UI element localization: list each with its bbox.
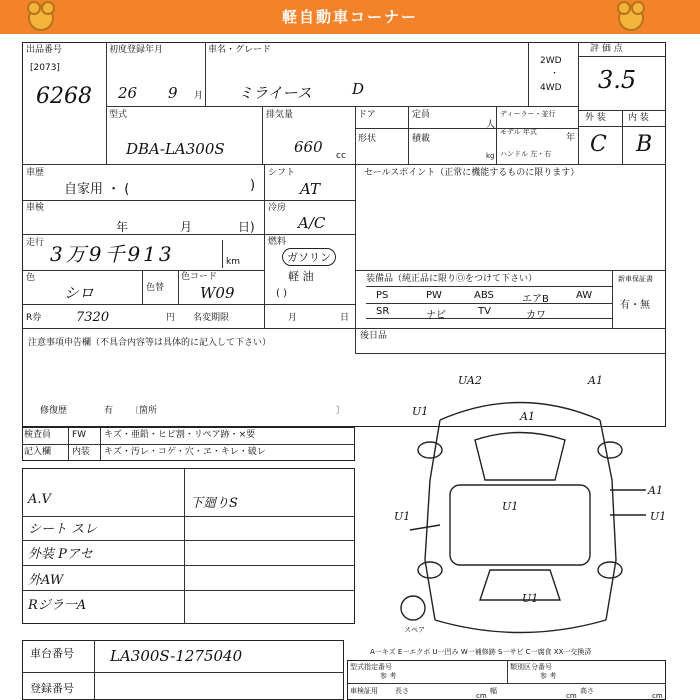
fuel-diesel: 軽 油 — [288, 270, 314, 283]
checker-int-items: キズ・汚レ・コゲ・穴・ヱ・キレ・破レ — [104, 447, 266, 457]
remark-line: 外AW — [28, 573, 64, 588]
divider — [22, 270, 264, 271]
car-outline-right — [600, 420, 616, 620]
divider — [22, 164, 666, 165]
divider — [100, 427, 101, 461]
equipment-label: 装備品（純正品に限りⓄをつけて下さい） — [366, 274, 538, 284]
mileage-unit: km — [226, 257, 240, 267]
spec-label: cm — [566, 692, 577, 700]
spec-label: 類別区分番号 — [510, 663, 552, 671]
remark-line: シート スレ — [28, 522, 98, 537]
load-label: 積載 — [412, 134, 431, 144]
warranty-value: 有・無 — [620, 300, 650, 311]
spec-label: cm — [652, 692, 663, 700]
equip-leather: カワ — [526, 310, 546, 321]
remark-line: A.V — [28, 492, 51, 507]
reg-label: 初度登録年月 — [109, 45, 164, 55]
car-name: ミライース — [238, 84, 312, 102]
reg-number-label: 登録番号 — [30, 682, 74, 695]
bear-logo-left-icon — [28, 5, 54, 31]
repair-label: 修復歴 — [40, 406, 68, 416]
divider — [578, 56, 666, 57]
model-label: 型式 — [109, 110, 128, 120]
spare-tire-icon — [401, 596, 425, 620]
shape-label: 形状 — [358, 134, 377, 144]
equip-tv: TV — [478, 306, 491, 317]
damage-mark: U1 — [412, 405, 429, 418]
ext-grade: C — [590, 132, 607, 157]
reg-month: 9 — [168, 84, 178, 102]
recycle-label: R券 — [26, 313, 42, 323]
int-grade: B — [636, 132, 653, 157]
divider — [507, 660, 508, 683]
recycle-unit: 円 — [166, 313, 176, 323]
divider — [612, 270, 613, 328]
color-change-label: 色替 — [146, 283, 165, 293]
checker-fw-items: キズ・亜鉛・ヒビ割・リペア跡・×要 — [104, 430, 256, 440]
divider — [94, 640, 95, 700]
divider — [355, 270, 666, 271]
repair-bracket: 〕 — [336, 406, 346, 416]
kg-label: kg — [486, 152, 495, 160]
divider — [205, 42, 206, 106]
name-label: 車名・グレード — [208, 45, 272, 55]
divider — [355, 106, 356, 164]
lot-number: 6268 — [36, 84, 92, 109]
remark-line: 外装 Pアセ — [28, 547, 93, 562]
damage-legend: A一キズ E一エクボ U一凹み W一補修跡 S一サビ C一腐食 XX一交換済 — [370, 648, 592, 656]
car-outline-bottom — [435, 620, 606, 633]
equip-pw: PW — [426, 290, 442, 301]
divider — [366, 318, 612, 319]
bear-logo-right-icon — [618, 5, 644, 31]
spec-label: 幅 — [490, 687, 497, 695]
car-damage-diagram — [380, 370, 670, 650]
damage-mark: UA2 — [458, 374, 482, 387]
divider — [528, 42, 529, 106]
fuel-paren: ( ) — [276, 288, 287, 299]
spec-label: 高さ — [580, 687, 594, 695]
damage-mark: A1 — [648, 484, 663, 497]
spec-label: 長さ — [395, 687, 409, 695]
divider — [178, 270, 179, 304]
windshield — [475, 433, 565, 481]
car-grade: D — [352, 80, 365, 98]
pointer-line — [410, 525, 440, 530]
cc-label: 排気量 — [266, 110, 294, 120]
divider — [106, 42, 107, 164]
lot-label: 出品番号 — [26, 45, 63, 55]
checker-int-label: 内装 — [72, 447, 91, 457]
capacity-label: 定員 — [412, 110, 431, 120]
checker-label-1: 検査員 — [24, 430, 52, 440]
spec-label: 型式指定番号 — [350, 663, 392, 671]
color-value: シロ — [64, 284, 95, 302]
reg-month-unit: 月 — [194, 91, 204, 101]
divider — [184, 468, 185, 624]
wheel-rear-right — [598, 562, 622, 578]
divider — [222, 240, 223, 268]
divider — [142, 270, 143, 304]
model-year-label: モデル 年式 — [500, 128, 537, 136]
divider — [408, 106, 409, 164]
model-value: DBA-LA300S — [126, 140, 225, 158]
inspection-label: 車検 — [26, 203, 45, 213]
header-banner — [0, 0, 700, 34]
divider — [68, 427, 69, 461]
divider — [578, 42, 579, 164]
divider — [22, 672, 344, 673]
spare-label: スペア — [404, 626, 425, 634]
deadline-month: 月 — [288, 313, 298, 323]
grade-score: 3.5 — [598, 66, 637, 94]
notes-label: 注意事項申告欄（不具合内容等は具体的に記入して下さい） — [28, 338, 272, 348]
aircon-value: A/C — [298, 214, 326, 232]
ext-label: 外 装 — [585, 113, 606, 123]
inspection-year: 年 — [116, 220, 129, 234]
damage-mark: A1 — [520, 410, 535, 423]
equip-abs: ABS — [474, 290, 494, 301]
cc-value: 660 — [294, 138, 323, 156]
color-code-value: W09 — [200, 284, 235, 302]
shift-label: シフト — [268, 168, 296, 178]
chassis-label: 車台番号 — [30, 647, 74, 660]
divider — [262, 106, 263, 164]
fuel-label: 燃料 — [268, 237, 287, 247]
history-value: 自家用 ・ ( — [64, 182, 130, 197]
car-outline-left — [425, 420, 440, 620]
equip-ps: PS — [376, 290, 389, 301]
spec-label: 参 考 — [540, 672, 557, 680]
divider — [355, 128, 578, 129]
wheel-front-left — [418, 442, 442, 458]
roof-panel — [450, 485, 590, 565]
divider — [106, 106, 578, 107]
equip-aw: AW — [576, 290, 593, 301]
checker-fw-label: FW — [72, 430, 87, 440]
handle-label: ハンドル 左・右 — [500, 150, 552, 158]
banner-title: 軽自動車コーナー — [281, 8, 418, 26]
divider — [355, 164, 356, 354]
chassis-value: LA300S-1275040 — [110, 647, 243, 665]
divider — [578, 126, 666, 127]
divider — [366, 286, 612, 287]
equip-navi: ナビ — [426, 310, 446, 321]
history-label: 車歴 — [26, 168, 45, 178]
divider — [347, 683, 666, 684]
shift-value: AT — [300, 180, 321, 198]
int-label: 内 装 — [628, 113, 649, 123]
repair-place: 〔箇所 — [130, 406, 158, 416]
repair-value: 有 — [104, 406, 114, 416]
divider — [622, 110, 623, 164]
remark-line: Rジラ一A — [28, 598, 87, 613]
equip-sr: SR — [376, 306, 390, 317]
color-label: 色 — [26, 273, 36, 283]
spec-label: 参 考 — [380, 672, 397, 680]
cc-unit: cc — [336, 151, 346, 161]
divider — [22, 200, 355, 201]
dealer-label: ディーラー・並行 — [500, 110, 556, 118]
door-label: ドア — [358, 110, 376, 120]
checker-label-2: 記入欄 — [24, 447, 52, 457]
reg-year: 26 — [118, 84, 138, 102]
divider — [355, 353, 666, 354]
rear-seat-label: 後日品 — [360, 331, 388, 341]
inspection-month: 月 — [180, 220, 193, 234]
wheel-rear-left — [418, 562, 442, 578]
grade-label: 評 価 点 — [590, 44, 623, 54]
divider — [355, 328, 666, 329]
divider — [22, 304, 355, 305]
mileage-label: 走行 — [26, 238, 45, 248]
capacity-unit: 人 — [486, 120, 496, 130]
drive-2wd: 2WD — [540, 56, 562, 66]
divider — [366, 303, 612, 304]
drive-dot: ・ — [550, 69, 560, 79]
damage-mark: U1 — [522, 592, 539, 605]
deadline-day: 日 — [340, 313, 350, 323]
divider — [22, 328, 355, 329]
divider — [22, 540, 355, 541]
spec-label: cm — [476, 692, 487, 700]
rear-window — [480, 570, 560, 600]
divider — [22, 565, 355, 566]
year-unit: 年 — [566, 133, 576, 143]
mileage-value: 3万9千913 — [50, 242, 175, 266]
fuel-value-circled: ガソリン — [282, 248, 336, 266]
remark-right: 下廻りS — [190, 496, 238, 511]
divider — [22, 444, 355, 445]
history-close: ) — [250, 178, 256, 193]
damage-mark: A1 — [588, 374, 603, 387]
damage-mark: U1 — [650, 510, 667, 523]
damage-mark: U1 — [502, 500, 519, 513]
sales-point-label: セールスポイント（正常に機能するものに限ります） — [364, 168, 580, 178]
inspection-day: 日) — [238, 220, 255, 234]
damage-mark: U1 — [394, 510, 411, 523]
lot-sub: [2073] — [30, 63, 60, 73]
recycle-value: 7320 — [76, 310, 110, 325]
wheel-front-right — [598, 442, 622, 458]
spec-label: 車検証用 — [350, 687, 378, 695]
color-code-label: 色コード — [181, 272, 218, 282]
equip-airbag: エアB — [522, 294, 549, 305]
divider — [22, 590, 355, 591]
divider — [496, 106, 497, 164]
deadline-label: 名変期限 — [193, 313, 230, 323]
aircon-label: 冷房 — [268, 203, 287, 213]
divider — [22, 516, 355, 517]
warranty-label: 新車保証書 — [618, 275, 653, 283]
drive-4wd: 4WD — [540, 83, 562, 93]
